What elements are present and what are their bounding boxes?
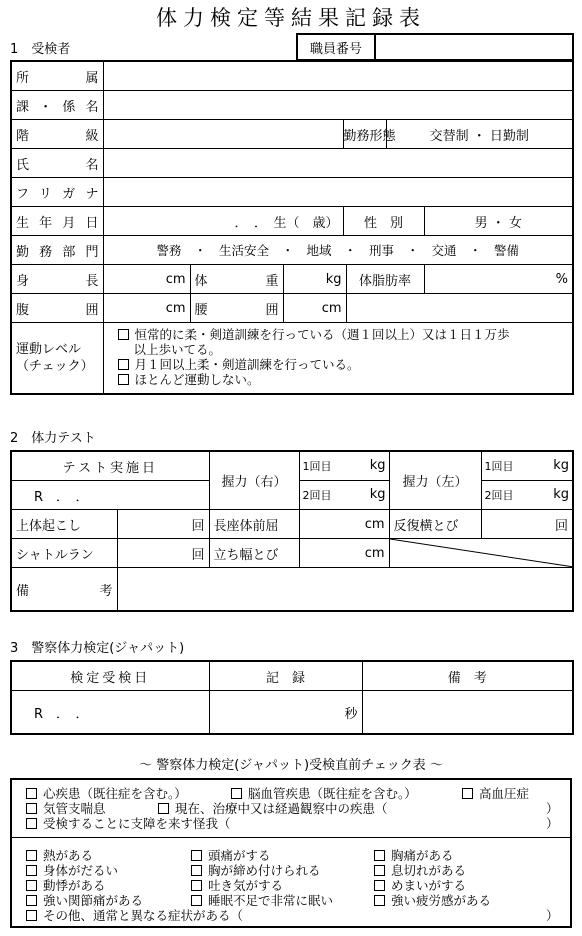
checkbox[interactable] <box>462 788 473 799</box>
division-label: 課・係名 <box>11 91 103 120</box>
grip-left-label: 握力（左） <box>389 451 481 510</box>
check-asthma[interactable]: 気管支喘息 <box>26 801 106 816</box>
work-form-options[interactable]: 交替制 ・ 日勤制 <box>386 120 573 149</box>
exercise-option-3[interactable]: ほとんど運動しない。 <box>118 372 569 387</box>
group2-row <box>26 908 559 923</box>
checkbox[interactable] <box>191 895 202 906</box>
furigana-label: フリガナ <box>11 178 103 207</box>
check-hypertension[interactable]: 高血圧症 <box>462 786 529 801</box>
work-form-label: 勤務形態 <box>343 120 386 149</box>
checklist-box <box>10 778 572 928</box>
paren-close: ） <box>546 816 559 831</box>
group1-row2 <box>26 801 559 816</box>
checkbox[interactable] <box>374 880 385 891</box>
exercise-option-1-cont: 以上歩いてる。 <box>133 342 222 357</box>
remarks-label: 備 考 <box>11 568 117 612</box>
checkbox[interactable] <box>26 818 37 829</box>
checkbox[interactable] <box>118 329 129 340</box>
grip-left-1[interactable]: 1回目 kg <box>481 451 573 481</box>
height-field[interactable]: cm <box>103 265 190 294</box>
birthdate-field[interactable]: ． ． 生（ 歳） <box>103 207 343 236</box>
japat-remarks-label: 備 考 <box>362 661 573 691</box>
check-sleep-deprivation[interactable]: 睡眠不足で非常に眠い <box>191 893 333 908</box>
section3-heading: 3 警察体力検定(ジャパット) <box>10 641 185 656</box>
test-date-label: テスト実施日 <box>11 451 209 481</box>
check-shortness-of-breath[interactable]: 息切れがある <box>374 863 466 878</box>
check-joint-pain[interactable]: 強い関節痛がある <box>26 893 143 908</box>
check-fever[interactable]: 熱がある <box>26 848 93 863</box>
section2-heading: 2 体力テスト <box>10 431 96 446</box>
check-cerebrovascular[interactable]: 脳血管疾患（既往症を含む。） <box>231 786 417 801</box>
check-chest-pain[interactable]: 胸痛がある <box>374 848 454 863</box>
grip-right-1[interactable]: 1回目 kg <box>299 451 389 481</box>
check-chest-tightness[interactable]: 胸が締め付けられる <box>191 863 321 878</box>
name-label: 氏 名 <box>11 149 103 178</box>
japat-date-field[interactable]: R ． ． <box>11 691 209 735</box>
check-heart-disease[interactable]: 心疾患（既往症を含む。） <box>26 786 187 801</box>
checklist-group1 <box>26 786 559 831</box>
check-dizziness[interactable]: めまいがする <box>374 878 466 893</box>
checkbox[interactable] <box>158 803 169 814</box>
japat-remarks-field[interactable] <box>362 691 573 735</box>
check-nausea[interactable]: 吐き気がする <box>191 878 283 893</box>
japat-record-field[interactable]: 秒 <box>209 691 362 735</box>
paren-close: ） <box>546 801 559 816</box>
checkbox[interactable] <box>118 374 129 385</box>
waist-label: 腰 囲 <box>190 294 283 323</box>
staff-number-table <box>296 33 574 61</box>
furigana-field[interactable] <box>103 178 573 207</box>
long-jump-label: 立ち幅とび <box>209 539 299 568</box>
name-field[interactable] <box>103 149 573 178</box>
sex-label: 性 別 <box>343 207 424 236</box>
checkbox[interactable] <box>374 850 385 861</box>
situps-field[interactable]: 回 <box>117 510 209 539</box>
examinee-table <box>10 60 574 395</box>
checkbox[interactable] <box>26 910 37 921</box>
sex-options[interactable]: 男 ・ 女 <box>424 207 573 236</box>
checkbox[interactable] <box>374 865 385 876</box>
page-title: 体力検定等結果記録表 <box>156 6 426 30</box>
japat-date-label: 検定受検日 <box>11 661 209 691</box>
checklist-divider <box>12 837 570 838</box>
group2-row <box>26 878 556 893</box>
exercise-option-2[interactable]: 月１回以上柔・剣道訓練を行っている。 <box>118 357 569 372</box>
checkbox[interactable] <box>26 788 37 799</box>
checkbox[interactable] <box>26 865 37 876</box>
group2-row <box>26 863 556 878</box>
staff-number-label: 職員番号 <box>297 34 375 60</box>
height-label: 身 長 <box>11 265 103 294</box>
section1-heading: 1 受検者 <box>10 42 71 57</box>
long-jump-field[interactable]: cm <box>299 539 389 568</box>
checkbox[interactable] <box>26 803 37 814</box>
affiliation-field[interactable] <box>103 61 573 91</box>
birthdate-label: 生年月日 <box>11 207 103 236</box>
situps-label: 上体起こし <box>11 510 117 539</box>
abdomen-label: 腹 囲 <box>11 294 103 323</box>
check-under-treatment[interactable]: 現在、治療中又は経過観察中の疾患（ <box>158 801 388 816</box>
side-step-label: 反復横とび <box>389 510 481 539</box>
blank-cell <box>346 294 573 323</box>
fitness-test-table <box>10 450 574 612</box>
checkbox[interactable] <box>26 880 37 891</box>
check-fatigue[interactable]: 身体がだるい <box>26 863 118 878</box>
checkbox[interactable] <box>231 788 242 799</box>
division-field[interactable] <box>103 91 573 120</box>
side-step-field[interactable]: 回 <box>481 510 573 539</box>
paren-close: ） <box>546 908 559 923</box>
group1-row1 <box>26 786 556 801</box>
diagonal-line <box>390 539 574 567</box>
bodyfat-label: 体脂肪率 <box>346 265 424 294</box>
check-palpitations[interactable]: 動悸がある <box>26 878 106 893</box>
grip-right-label: 握力（右） <box>209 451 299 510</box>
rank-field[interactable] <box>103 120 343 149</box>
japat-table <box>10 660 574 735</box>
check-exhaustion[interactable]: 強い疲労感がある <box>374 893 491 908</box>
checkbox[interactable] <box>191 865 202 876</box>
diagonal-blank <box>389 539 573 568</box>
shuttle-field[interactable]: 回 <box>117 539 209 568</box>
group2-row <box>26 893 556 908</box>
checkbox[interactable] <box>26 850 37 861</box>
check-injury[interactable]: 受検することに支障を来す怪我（ <box>26 816 231 831</box>
exercise-option-1[interactable]: 恒常的に柔・剣道訓練を行っている（週１回以上）又は１日１万歩 <box>118 327 569 342</box>
checkbox[interactable] <box>26 895 37 906</box>
checklist-group2 <box>26 848 559 923</box>
check-other-symptoms[interactable]: その他、通常と異なる症状がある（ <box>26 908 243 923</box>
exercise-level-options <box>103 323 573 395</box>
check-headache[interactable]: 頭痛がする <box>191 848 271 863</box>
japat-record-label: 記 録 <box>209 661 362 691</box>
rank-label: 階 級 <box>11 120 103 149</box>
abdomen-field[interactable]: cm <box>103 294 190 323</box>
checkbox[interactable] <box>374 895 385 906</box>
checklist-title: ～ 警察体力検定(ジャパット)受検直前チェック表 ～ <box>139 758 443 773</box>
checkbox[interactable] <box>191 880 202 891</box>
bodyfat-field[interactable]: % <box>424 265 573 294</box>
shuttle-label: シャトルラン <box>11 539 117 568</box>
exercise-level-label: 運動レベル （チェック） <box>11 323 103 395</box>
sit-reach-label: 長座体前屈 <box>209 510 299 539</box>
checkbox[interactable] <box>191 850 202 861</box>
sit-reach-field[interactable]: cm <box>299 510 389 539</box>
weight-field[interactable]: kg <box>283 265 346 294</box>
affiliation-label: 所 属 <box>11 61 103 91</box>
checkbox[interactable] <box>118 359 129 370</box>
department-label: 勤務部門 <box>11 236 103 265</box>
waist-field[interactable]: cm <box>283 294 346 323</box>
department-options[interactable]: 警務 ・ 生活安全 ・ 地域 ・ 刑事 ・ 交通 ・ 警備 <box>103 236 573 265</box>
remarks-field[interactable] <box>117 568 573 612</box>
staff-number-field[interactable] <box>375 34 573 60</box>
test-date-field[interactable]: R ． ． <box>11 481 209 510</box>
grip-left-2[interactable]: 2回目 kg <box>481 481 573 510</box>
grip-right-2[interactable]: 2回目 kg <box>299 481 389 510</box>
weight-label: 体 重 <box>190 265 283 294</box>
group2-row <box>26 848 556 863</box>
group1-row3 <box>26 816 559 831</box>
